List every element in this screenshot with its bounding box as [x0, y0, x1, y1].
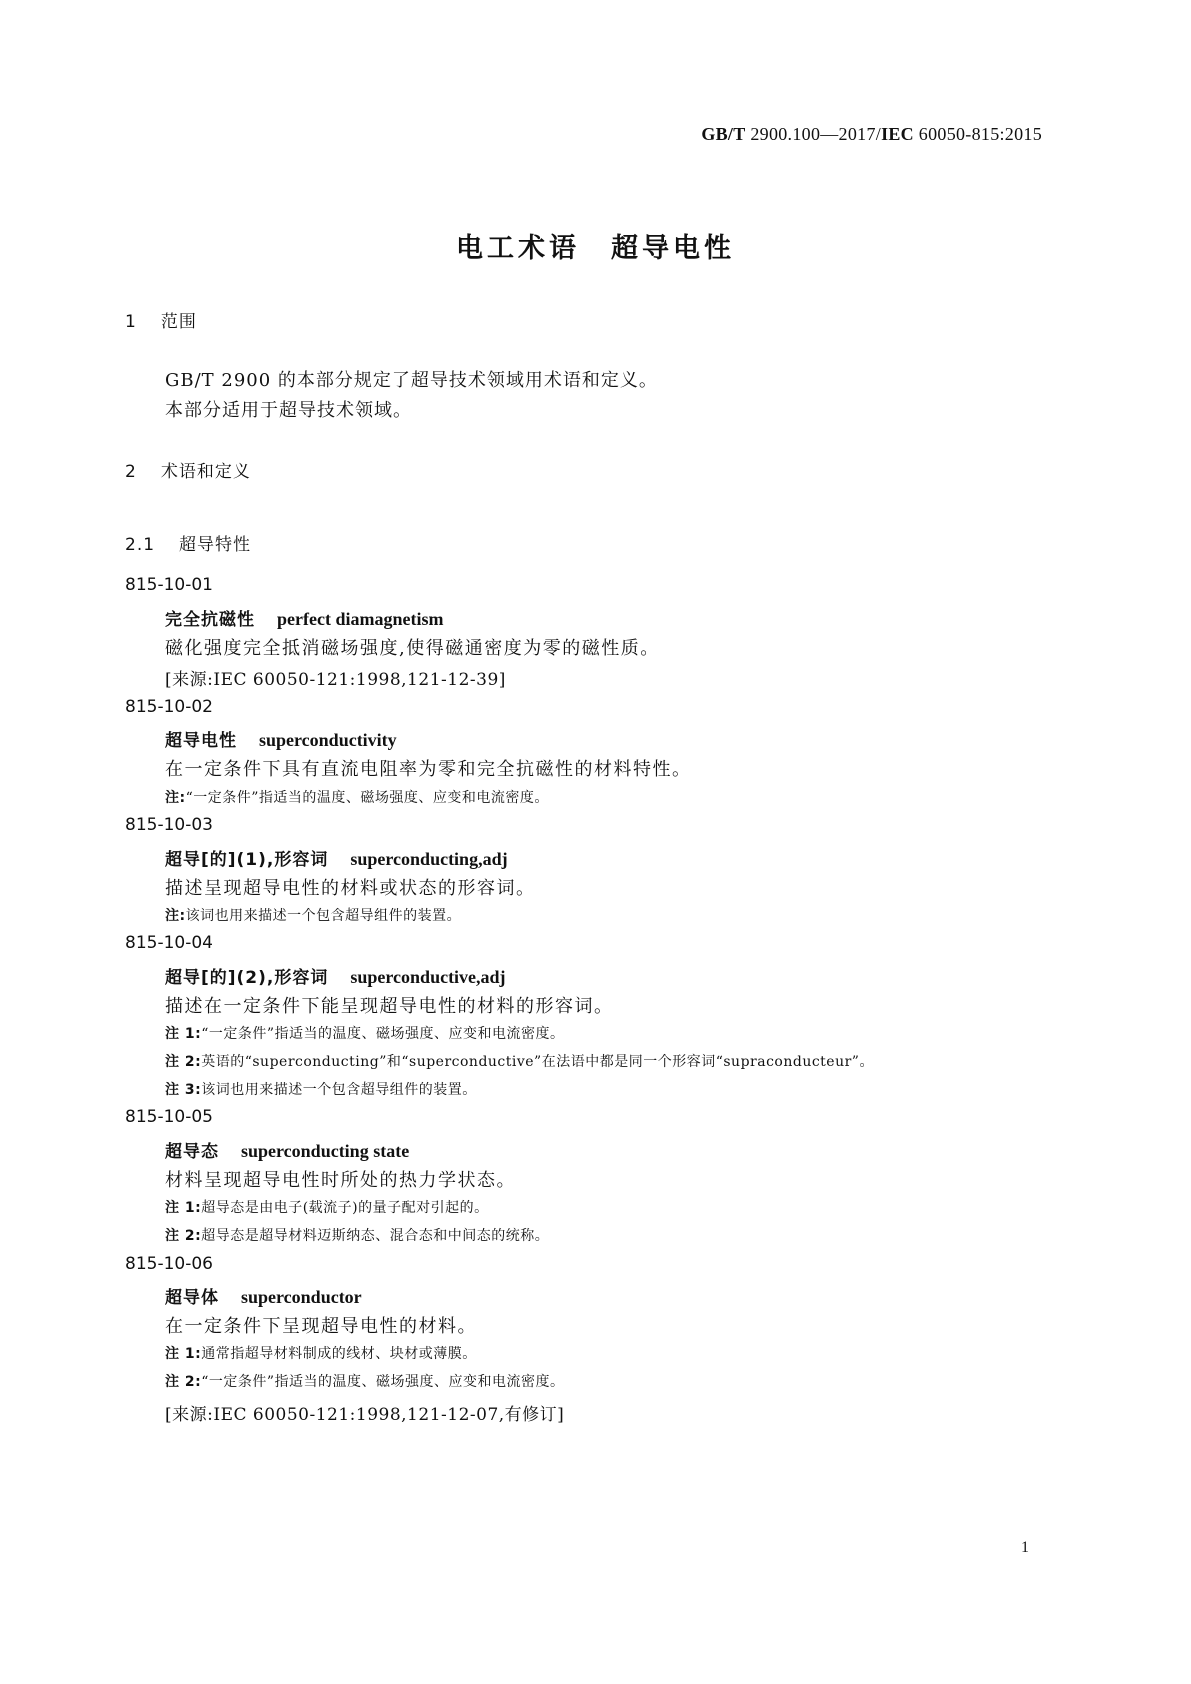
term-code: 815-10-06: [125, 1254, 213, 1274]
term-code: 815-10-04: [125, 933, 213, 953]
section-title: 超导特性: [179, 535, 252, 555]
term-definition: 在一定条件下具有直流电阻率为零和完全抗磁性的材料特性。: [165, 759, 692, 780]
term-definition: 描述在一定条件下能呈现超导电性的材料的形容词。: [165, 996, 614, 1017]
note-label: 注 1:: [165, 1346, 202, 1362]
section-title: 范围: [160, 312, 197, 332]
note-label: 注 2:: [165, 1374, 202, 1390]
section-title: 术语和定义: [160, 462, 251, 482]
term-english: superconducting state: [241, 1141, 410, 1161]
document-title: 电工术语 超导电性: [456, 233, 735, 264]
section-1-heading: [125, 307, 197, 332]
term-heading: [165, 605, 443, 630]
page-number: 1: [1021, 1539, 1029, 1556]
note-text: 超导态是由电子(载流子)的量子配对引起的。: [201, 1200, 489, 1216]
header-standard-prefix: GB/T: [701, 124, 746, 144]
term-heading: [165, 845, 508, 870]
section-2-heading: [125, 457, 251, 482]
term-chinese: 超导态: [165, 1142, 219, 1162]
section-2-1-heading: [125, 530, 251, 555]
term-definition: 描述呈现超导电性的材料或状态的形容词。: [165, 878, 536, 899]
note-text: “一定条件”指适当的温度、磁场强度、应变和电流密度。: [201, 1374, 565, 1390]
term-source: [来源:IEC 60050-121:1998,121-12-39]: [165, 670, 506, 690]
term-english: perfect diamagnetism: [277, 609, 444, 629]
term-code: 815-10-01: [125, 575, 213, 595]
term-chinese: 超导体: [165, 1288, 219, 1308]
term-source: [来源:IEC 60050-121:1998,121-12-07,有修订]: [165, 1405, 565, 1425]
note-text: 该词也用来描述一个包含超导组件的装置。: [185, 908, 462, 924]
note-text: 该词也用来描述一个包含超导组件的装置。: [201, 1082, 477, 1098]
term-english: superconductivity: [259, 730, 397, 750]
term-english: superconducting,adj: [350, 849, 508, 869]
note-label: 注 3:: [165, 1082, 202, 1098]
note-label: 注 2:: [165, 1228, 202, 1244]
scope-paragraph-2: 本部分适用于超导技术领域。: [165, 400, 412, 421]
term-note: [165, 1225, 549, 1245]
term-heading: [165, 726, 397, 751]
note-text: 通常指超导材料制成的线材、块材或薄膜。: [201, 1346, 477, 1362]
term-code: 815-10-03: [125, 815, 213, 835]
term-chinese: 超导电性: [165, 731, 237, 751]
note-text: 英语的“superconducting”和“superconductive”在法语中都是同一个形容词“supraconducteur”。: [201, 1054, 874, 1070]
note-label: 注:: [165, 790, 186, 806]
document-header: [701, 124, 1042, 145]
note-label: 注 2:: [165, 1054, 202, 1070]
note-text: 超导态是超导材料迈斯纳态、混合态和中间态的统称。: [201, 1228, 550, 1244]
term-note: [165, 1079, 477, 1099]
section-number: 2: [125, 462, 137, 482]
term-chinese: 超导[的](2),形容词: [165, 968, 329, 988]
section-number: 1: [125, 312, 137, 332]
section-number: 2.1: [125, 535, 156, 555]
note-text: “一定条件”指适当的温度、磁场强度、应变和电流密度。: [201, 1026, 565, 1042]
term-note: [165, 905, 461, 925]
term-definition: 材料呈现超导电性时所处的热力学状态。: [165, 1170, 516, 1191]
note-text: “一定条件”指适当的温度、磁场强度、应变和电流密度。: [185, 790, 549, 806]
term-note: [165, 1343, 477, 1363]
term-chinese: 完全抗磁性: [165, 610, 255, 630]
term-note: [165, 1197, 489, 1217]
term-heading: [165, 1283, 362, 1308]
scope-paragraph-1: GB/T 2900 的本部分规定了超导技术领域用术语和定义。: [165, 370, 658, 391]
term-heading: [165, 963, 506, 988]
header-iec-prefix: IEC: [881, 124, 914, 144]
term-note: [165, 787, 549, 807]
header-iec-number: 60050-815:2015: [918, 124, 1042, 144]
note-label: 注 1:: [165, 1200, 202, 1216]
term-chinese: 超导[的](1),形容词: [165, 850, 329, 870]
term-definition: 磁化强度完全抵消磁场强度,使得磁通密度为零的磁性质。: [165, 638, 660, 659]
term-english: superconductive,adj: [350, 967, 506, 987]
term-code: 815-10-05: [125, 1107, 213, 1127]
term-definition: 在一定条件下呈现超导电性的材料。: [165, 1316, 477, 1337]
note-label: 注:: [165, 908, 186, 924]
note-label: 注 1:: [165, 1026, 202, 1042]
term-note: [165, 1051, 874, 1071]
term-heading: [165, 1137, 409, 1162]
term-note: [165, 1371, 565, 1391]
header-standard-number: 2900.100—2017/: [750, 124, 882, 144]
term-note: [165, 1023, 565, 1043]
term-code: 815-10-02: [125, 697, 213, 717]
term-english: superconductor: [241, 1287, 362, 1307]
